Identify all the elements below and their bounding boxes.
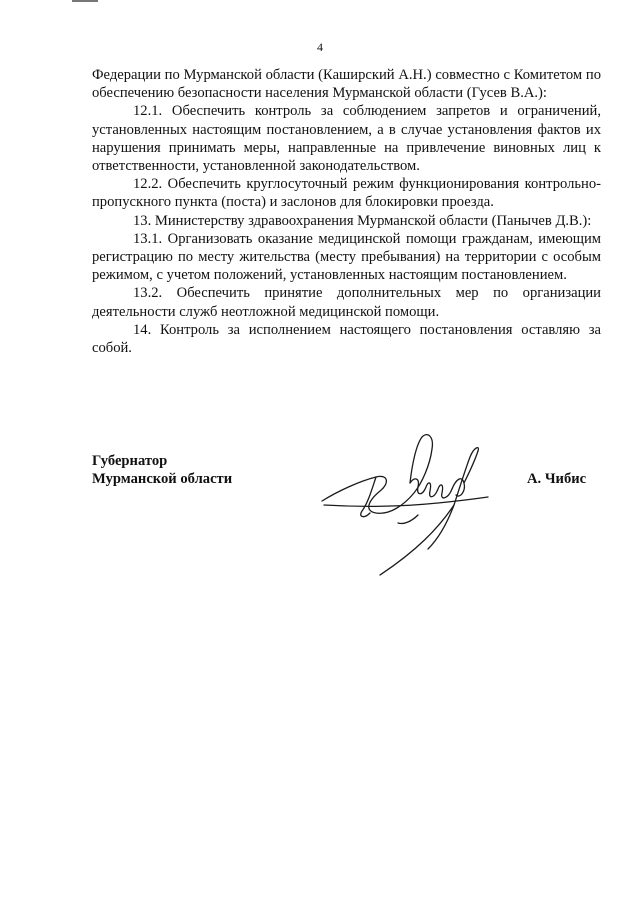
paragraph-13-2: 13.2. Обеспечить принятие дополнительных мер по организации деятельности служб неотложной медицинской помощи.	[92, 285, 601, 320]
paragraph-12-1: 12.1. Обеспечить контроль за соблюдением запретов и ограничений, установленных настоящим постановлением, а в случае установления фактов их нарушения принимать меры, направленные на привлечение виновных лиц к ответственности, установленной законодательством.	[92, 103, 601, 175]
signatory-position: Губернатор	[92, 453, 168, 469]
paragraph-12-2: 12.2. Обеспечить круглосуточный режим функционирования контрольно-пропускного пункта (поста) и заслонов для блокировки проезда.	[92, 176, 601, 211]
signatory-region: Мурманской области	[92, 471, 233, 488]
paragraph-continuation: Федерации по Мурманской области (Каширский А.Н.) совместно с Комитетом по обеспечению безопасности населения Мурманской области (Гусев В.А.):	[92, 67, 601, 102]
paragraph-13-1: 13.1. Организовать оказание медицинской помощи гражданам, имеющим регистрацию по месту жительства (месту пребывания) на территории с особым режимом, с учетом положений, установленных настоящим постановлением.	[92, 230, 601, 284]
handwritten-signature	[318, 425, 498, 580]
scan-mark	[72, 0, 98, 2]
signatory-title	[92, 452, 232, 488]
document-body	[92, 66, 601, 357]
paragraph-13: 13. Министерству здравоохранения Мурманской области (Панычев Д.В.):	[133, 212, 592, 229]
signatory-name: А. Чибис	[527, 471, 587, 487]
page-number: 4	[317, 40, 323, 54]
paragraph-14: 14. Контроль за исполнением настоящего постановления оставляю за собой.	[92, 321, 601, 357]
